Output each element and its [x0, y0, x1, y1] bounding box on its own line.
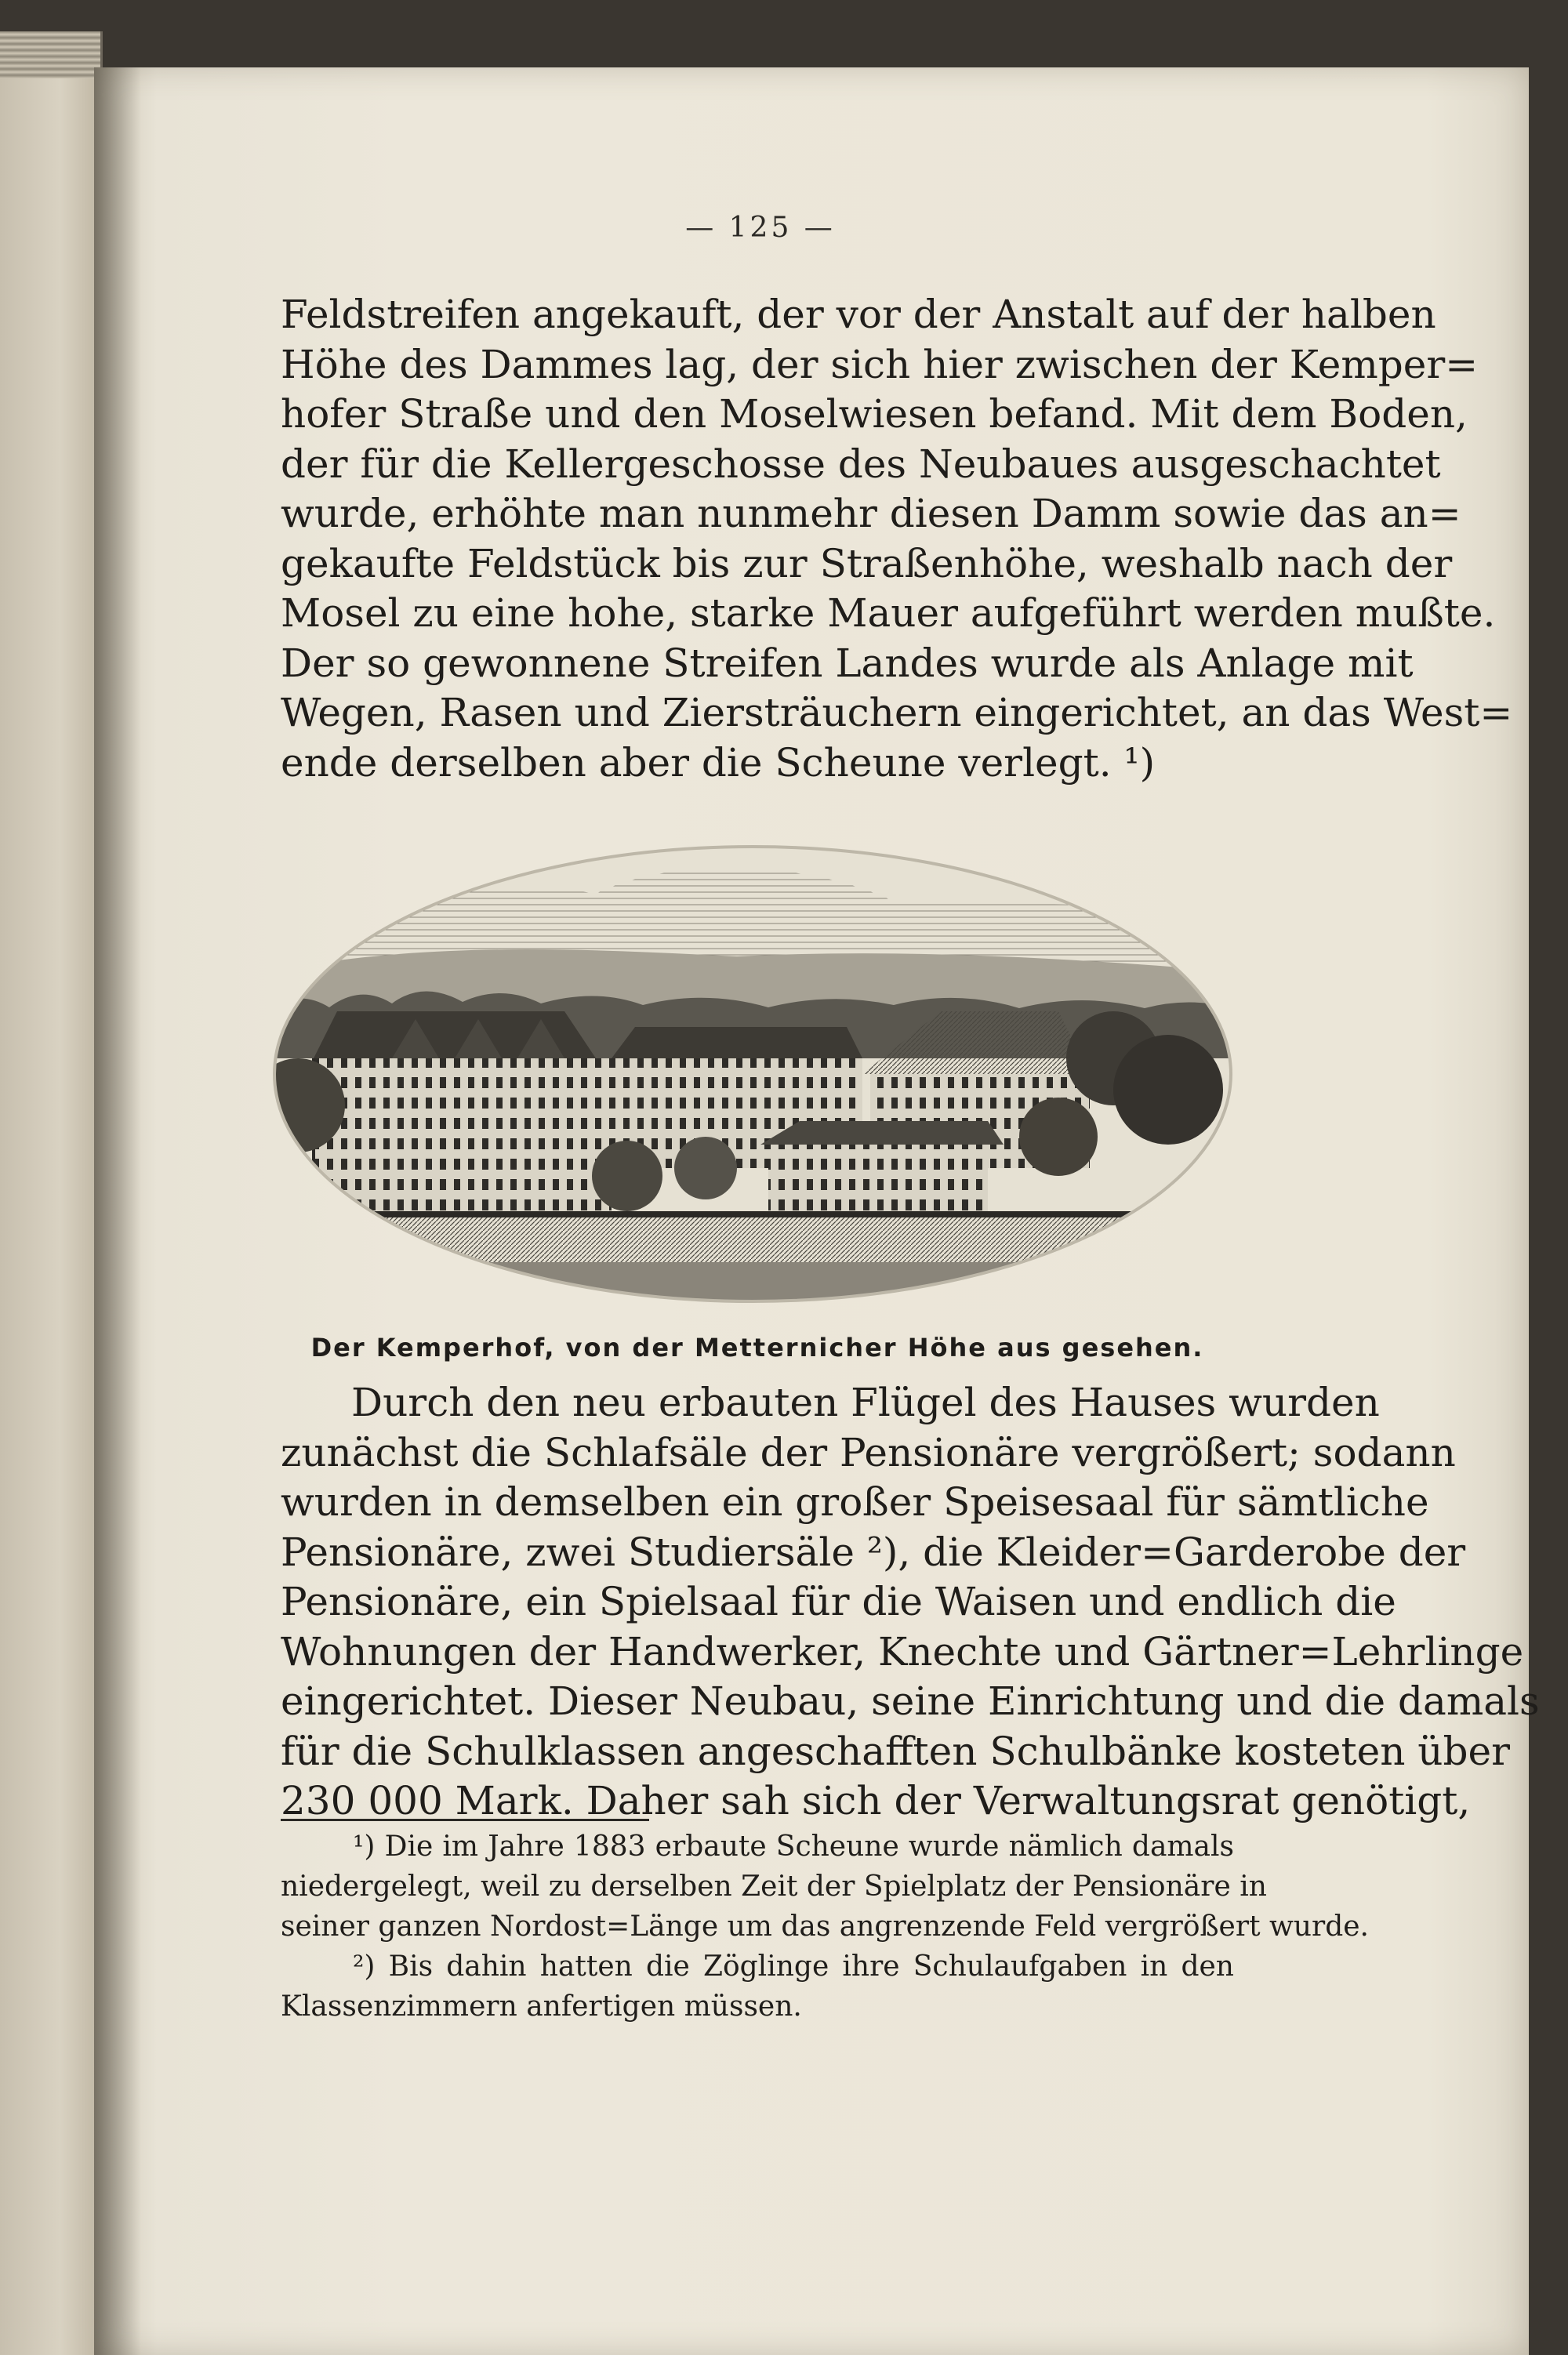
text-line: Feldstreifen angekauft, der vor der Anstalt auf der halben: [281, 292, 1436, 337]
text-line: Mosel zu eine hohe, starke Mauer aufgeführt werden mußte.: [281, 590, 1496, 636]
text-line: Höhe des Dammes lag, der sich hier zwischen der Kemper=: [281, 341, 1479, 387]
text-line: Wegen, Rasen und Ziersträuchern eingerichtet, an das West=: [281, 690, 1513, 735]
figure-caption: Der Kemperhof, von der Metternicher Höhe aus gesehen.: [310, 1333, 1204, 1363]
text-line: Pensionäre, zwei Studiersäle ²), die Kleider=Garderobe der: [281, 1529, 1466, 1575]
text-line: ende derselben aber die Scheune verlegt. ¹): [281, 739, 1156, 786]
text-line: Durch den neu erbauten Flügel des Hauses wurden: [351, 1380, 1380, 1425]
footnote-line: seiner ganzen Nordost=Länge um das angrenzende Feld vergrößert wurde.: [281, 1910, 1369, 1943]
text-line: 230 000 Mark. Daher sah sich der Verwaltungsrat genötigt,: [281, 1778, 1471, 1823]
gutter-shadow: [94, 67, 141, 2355]
footnote-line: niedergelegt, weil zu derselben Zeit der Spielplatz der Pensionäre in: [281, 1871, 1267, 1903]
footnote-line: ¹) Die im Jahre 1883 erbaute Scheune wurde nämlich damals: [353, 1831, 1234, 1863]
page-number: — 125 —: [685, 212, 836, 244]
text-line: Wohnungen der Handwerker, Knechte und Gärtner=Lehrlinge: [281, 1628, 1524, 1675]
text-line: eingerichtet. Dieser Neubau, seine Einrichtung und die damals: [281, 1678, 1540, 1724]
text-line: der für die Kellergeschosse des Neubaues ausgeschachtet: [281, 441, 1441, 487]
text-line: Pensionäre, ein Spielsaal für die Waisen und endlich die: [281, 1579, 1396, 1624]
engraving-kemperhof: [267, 807, 1239, 1309]
paragraph-1: [281, 290, 1513, 788]
book-spine-edge: [0, 31, 100, 78]
text-line: wurden in demselben ein großer Speisesaal für sämtliche: [281, 1479, 1429, 1525]
footnote-2: [281, 1947, 1234, 2027]
footnote-1: [281, 1827, 1369, 1947]
paragraph-2: [281, 1378, 1540, 1827]
footnote-line: Klassenzimmern anfertigen müssen.: [281, 1990, 802, 2023]
text-line: hofer Straße und den Moselwiesen befand. Mit dem Boden,: [281, 391, 1468, 437]
text-line: wurde, erhöhte man nunmehr diesen Damm sowie das an=: [281, 491, 1461, 536]
footnote-rule: [281, 1819, 649, 1821]
text-line: gekaufte Feldstück bis zur Straßenhöhe, weshalb nach der: [281, 540, 1453, 586]
footnote-line: ²) Bis dahin hatten die Zöglinge ihre Schulaufgaben in den: [353, 1950, 1234, 1983]
text-line: zunächst die Schlafsäle der Pensionäre vergrößert; sodann: [281, 1429, 1456, 1475]
text-line: für die Schulklassen angeschafften Schulbänke kosteten über: [281, 1728, 1510, 1774]
previous-page-edge: [0, 31, 103, 2355]
text-line: Der so gewonnene Streifen Landes wurde als Anlage mit: [281, 640, 1414, 686]
